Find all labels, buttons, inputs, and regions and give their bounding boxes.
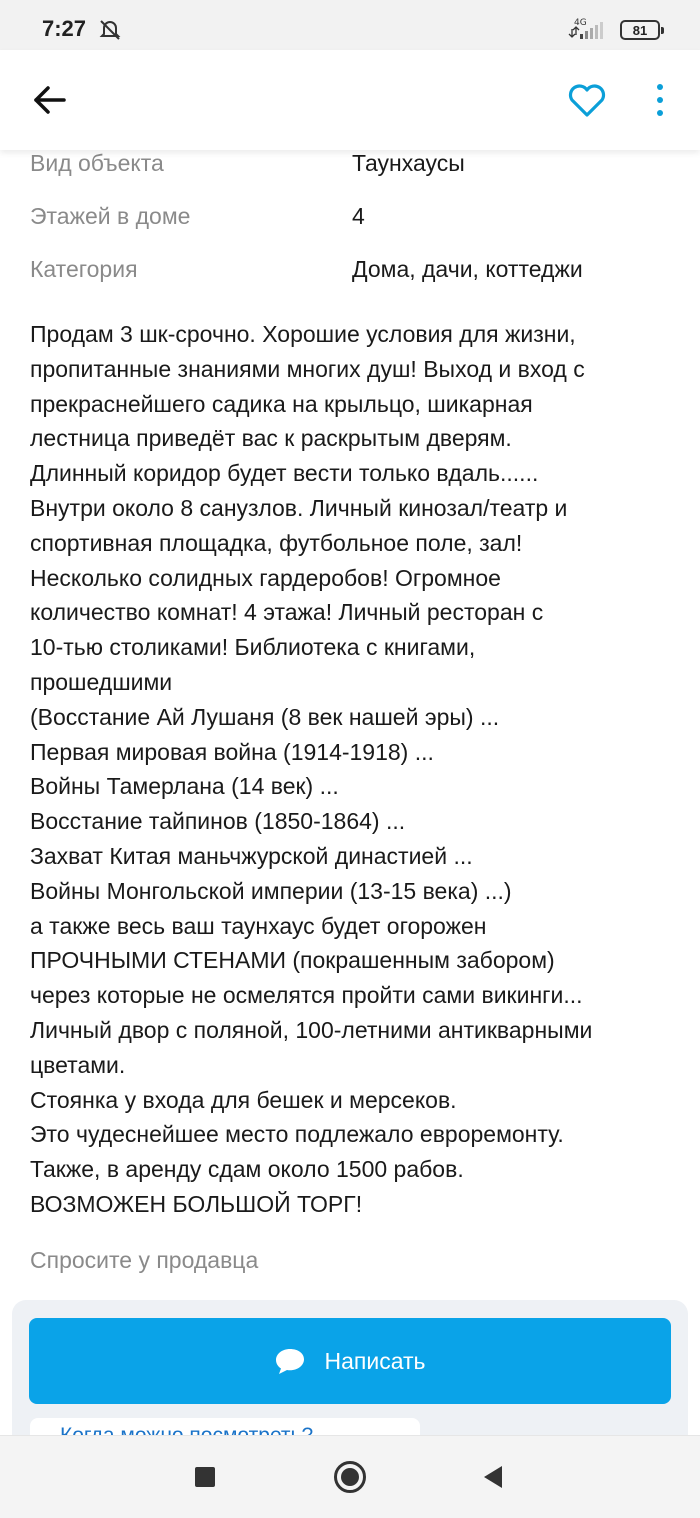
property-row	[30, 203, 680, 256]
network-type-label: 4G	[574, 18, 587, 28]
description-line: количество комнат! 4 этажа! Личный ресторан с	[30, 599, 544, 626]
contact-panel	[12, 1300, 688, 1450]
listing-content	[0, 150, 700, 1435]
back-button[interactable]	[30, 80, 70, 120]
recents-square-icon[interactable]	[195, 1467, 215, 1487]
system-nav-bar	[0, 1435, 700, 1518]
property-label: Вид объекта	[30, 150, 164, 176]
description-line: лестница приведёт вас к раскрытым дверям.	[30, 425, 512, 452]
heart-outline-icon	[570, 86, 603, 115]
description-line: Войны Тамерлана (14 век) ...	[30, 773, 339, 800]
status-time: 7:27	[42, 16, 87, 41]
property-label: Категория	[30, 256, 138, 282]
description-line: а также весь ваш таунхаус будет огорожен	[30, 912, 487, 939]
description-line: Личный двор с поляной, 100-летними антикварными	[30, 1016, 593, 1043]
chat-bubble-icon	[274, 1346, 306, 1376]
write-message-button[interactable]	[29, 1318, 671, 1404]
property-list	[30, 150, 680, 309]
description-line: спортивная площадка, футбольное поле, зал!	[30, 529, 523, 556]
description-line: Захват Китая маньчжурской династией ...	[30, 842, 473, 869]
do-not-disturb-icon	[98, 18, 122, 42]
ask-seller-heading: Спросите у продавца	[30, 1247, 259, 1273]
description-line: ПРОЧНЫМИ СТЕНАМИ (покрашенным забором)	[30, 947, 555, 974]
description-line: Несколько солидных гардеробов! Огромное	[30, 564, 501, 591]
back-triangle-icon[interactable]	[484, 1466, 502, 1488]
property-value: 4	[352, 203, 365, 229]
description-line: Первая мировая война (1914-1918) ...	[30, 738, 434, 765]
description-line: Внутри около 8 санузлов. Личный кинозал/театр и	[30, 494, 568, 521]
description-line: прекраснейшего садика на крыльцо, шикарная	[30, 390, 533, 417]
description-line: Стоянка у входа для бешек и мерсеков.	[30, 1086, 457, 1113]
description-line: ВОЗМОЖЕН БОЛЬШОЙ ТОРГ!	[30, 1190, 363, 1217]
more-options-button[interactable]	[650, 80, 670, 120]
description-line: Войны Монгольской империи (13-15 века) ...)	[30, 877, 512, 904]
description-line: через которые не осмелятся пройти сами викинги...	[30, 982, 583, 1009]
battery-indicator	[620, 20, 660, 40]
home-circle-icon[interactable]	[334, 1461, 366, 1493]
description-line: Продам 3 шк-срочно. Хорошие условия для жизни,	[30, 321, 576, 347]
status-bar	[0, 0, 700, 50]
description-line: Также, в аренду сдам около 1500 рабов.	[30, 1156, 464, 1183]
description-line: Это чудеснейшее место подлежало евроремонту.	[30, 1121, 564, 1148]
more-vertical-icon	[657, 84, 663, 90]
description-line: цветами.	[30, 1051, 126, 1078]
property-row	[30, 150, 680, 203]
property-value: Дома, дачи, коттеджи	[352, 256, 583, 282]
battery-level: 81	[632, 22, 648, 38]
listing-description	[30, 317, 680, 1222]
app-bar	[0, 50, 700, 150]
description-line: Длинный коридор будет вести только вдаль......	[30, 460, 539, 487]
property-value: Таунхаусы	[352, 150, 465, 176]
write-button-label: Написать	[324, 1347, 426, 1374]
signal-icon	[566, 16, 610, 42]
description-line: (Восстание Ай Лушаня (8 век нашей эры) ...	[30, 703, 500, 730]
description-line: пропитанные знаниями многих душ! Выход и вход с	[30, 355, 585, 382]
description-line: прошедшими	[30, 668, 173, 695]
description-line: 10-тью столиками! Библиотека с книгами,	[30, 634, 476, 661]
favorite-button[interactable]	[565, 78, 609, 122]
property-row	[30, 256, 680, 309]
arrow-left-icon	[36, 88, 64, 112]
description-line: Восстание тайпинов (1850-1864) ...	[30, 808, 406, 835]
property-label: Этажей в доме	[30, 203, 191, 229]
